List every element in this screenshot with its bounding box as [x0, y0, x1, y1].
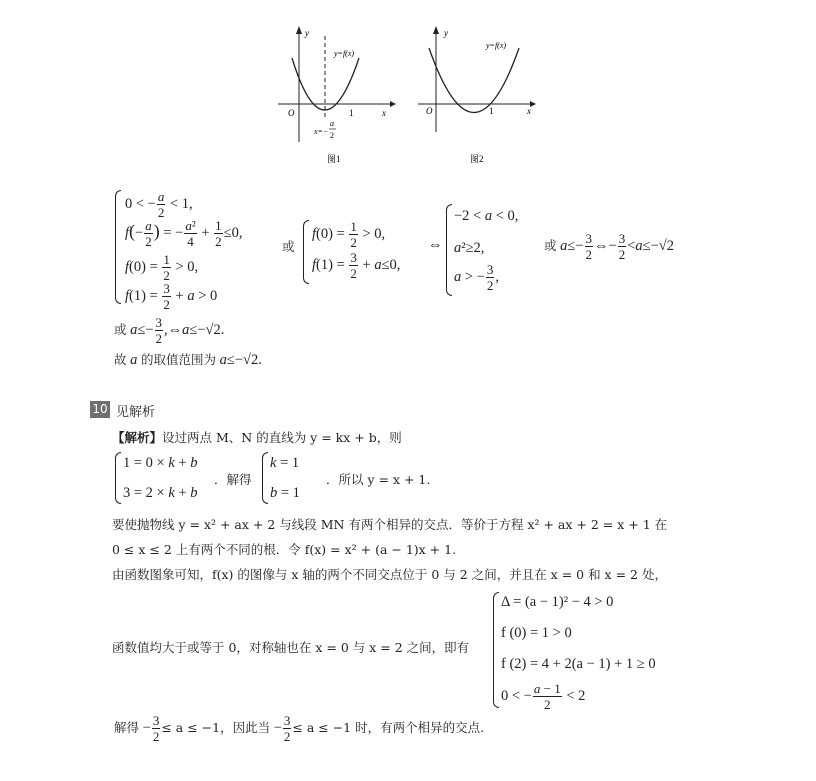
paragraph-line-b: 0 ≤ x ≤ 2 上有两个不同的根．令 f(x) = x² + (a − 1)x + 1. — [112, 542, 457, 557]
fig2-parabola — [429, 48, 519, 113]
solve-word: ．解得 — [214, 472, 252, 487]
system1-row2: f(− $\frac{a}{2}$ ) = − $\frac{\text{a²}}{4}$ + $\frac{1}{2}$ ≤0, — [125, 218, 243, 249]
condition-axis: 0 < − $\frac{a - 1}{2}$ < 2 — [501, 681, 586, 712]
fig2-caption: 图2 — [470, 154, 484, 164]
paragraph-line-d: 函数值均大于或等于 0，对称轴也在 x = 0 与 x = 2 之间，即有 — [112, 640, 470, 655]
fig1-caption: 图1 — [327, 154, 341, 164]
condition-f0: f (0) = 1 > 0 — [501, 625, 572, 641]
system3-row2: a²≥2, — [454, 240, 485, 256]
solution-b: b = 1 — [270, 485, 300, 501]
fig1-origin: O — [288, 108, 295, 118]
linear-row1: 1 = 0 × k + b — [123, 455, 198, 471]
connector-iff: ⇔ — [428, 237, 443, 253]
analysis-intro: 【解析】设过两点 M、N 的直线为 y = kx + b，则 — [112, 430, 402, 445]
system3-row1: −2 < a < 0, — [454, 208, 519, 224]
system2-row2: f(1) = $\frac{3}{2}$ + a≤0, — [312, 250, 401, 281]
system3-row3: a > − $\frac{3}{2}$ , — [454, 262, 499, 293]
fig1-axis-frac-num: a — [330, 119, 334, 128]
fig1-y-label: y — [305, 28, 309, 38]
system1-row4: f(1) = $\frac{3}{2}$ + a > 0 — [125, 281, 218, 312]
fig1-x-arrow — [390, 101, 396, 107]
solution-brace — [262, 452, 268, 504]
fig2-tick-one: 1 — [489, 106, 494, 116]
conditions-brace — [493, 592, 499, 708]
condition-delta: Δ = (a − 1)² − 4 > 0 — [501, 594, 614, 610]
condition-f2: f (2) = 4 + 2(a − 1) + 1 ≥ 0 — [501, 656, 656, 672]
system-tail: 或 a≤− $\frac{3}{2}$ ⇔− $\frac{3}{2}$ <a≤−√2 — [544, 231, 674, 262]
conclusion-line: 故 a 的取值范围为 a≤−√2. — [114, 352, 262, 368]
system1-row1: 0 < − $\frac{a}{2}$ < 1, — [125, 189, 193, 220]
fig1-curve-label: y=f(x) — [334, 49, 355, 58]
linear-row2: 3 = 2 × k + b — [123, 485, 198, 501]
figure-2 — [414, 22, 544, 172]
figure-1 — [272, 22, 400, 172]
so-line: ．所以 y = x + 1. — [326, 472, 431, 487]
system1-brace — [115, 190, 121, 304]
paragraph-line-a: 要使抛物线 y = x² + ax + 2 与线段 MN 有两个相异的交点．等价于方程 x² + ax + 2 = x + 1 在 — [112, 517, 668, 532]
problem-number-badge: 10 — [90, 401, 110, 418]
final-line: 解得 − $\frac{3}{2}$ ≤ a ≤ −1，因此当 − $\frac{3}{2}$ ≤ a ≤ −1 时，有两个相异的交点. — [114, 713, 485, 744]
problem-header: 见解析 — [116, 405, 156, 420]
paragraph-line-c: 由函数图象可知，f(x) 的图像与 x 轴的两个不同交点位于 0 与 2 之间，并且在 x = 0 和 x = 2 处， — [112, 567, 667, 582]
fig2-y-label: y — [444, 28, 448, 38]
system3-brace — [446, 204, 452, 296]
system2-row1: f(0) = $\frac{1}{2}$ > 0, — [312, 219, 386, 250]
fig2-x-label: x — [527, 106, 531, 116]
fig2-y-arrow — [433, 26, 439, 34]
line-or-range: 或 a≤− $\frac{3}{2}$ ,⇔a≤−√2. — [114, 315, 225, 346]
fig1-x-label: x — [382, 108, 386, 118]
fig2-origin: O — [426, 106, 433, 116]
fig1-tick-one: 1 — [349, 108, 354, 118]
fig1-axis-frac-den: 2 — [330, 131, 334, 140]
connector-or: 或 — [282, 239, 295, 254]
system1-row3: f(0) = $\frac{1}{2}$ > 0, — [125, 252, 199, 283]
system2-brace — [303, 220, 309, 284]
fig1-y-arrow — [296, 26, 302, 34]
linear-system-brace — [115, 452, 121, 504]
fig1-axis-label: x=− — [314, 127, 329, 136]
solution-k: k = 1 — [270, 455, 300, 471]
fig2-curve-label: y=f(x) — [486, 41, 507, 50]
